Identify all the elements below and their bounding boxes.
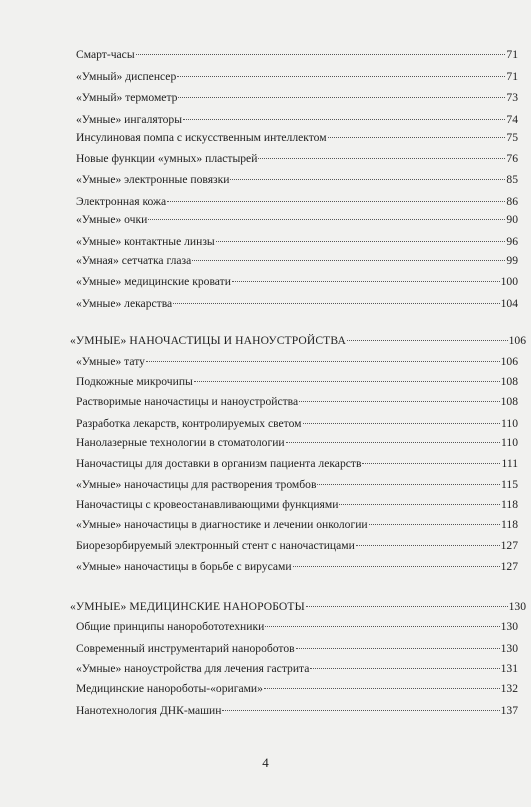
toc-entry xyxy=(76,704,518,718)
toc-entry-title: «Умные» медицинские кровати xyxy=(76,275,231,288)
toc-entry-page: 106 xyxy=(508,334,526,347)
toc-entry-title: «Умные» наночастицы в диагностике и лечении онкологии xyxy=(76,518,368,531)
toc-entry-page: 106 xyxy=(500,355,518,368)
toc-entry-page: 118 xyxy=(501,518,518,531)
toc-entry-title: Наночастицы для доставки в организм пациента лекарств xyxy=(76,457,362,470)
toc-entry-page: 115 xyxy=(501,478,518,491)
dot-leader xyxy=(303,423,501,424)
toc-entry-title: Нанолазерные технологии в стоматологии xyxy=(76,436,285,449)
dot-leader xyxy=(299,401,499,402)
toc-section-heading xyxy=(70,334,526,348)
toc-entry xyxy=(76,417,518,431)
toc-entry-page: 132 xyxy=(500,682,518,695)
dot-leader xyxy=(369,524,500,525)
dot-leader xyxy=(362,463,500,464)
dot-leader xyxy=(230,179,505,180)
toc-entry-page: 96 xyxy=(506,235,518,248)
toc-entry-page: 110 xyxy=(501,436,518,449)
dot-leader xyxy=(183,119,505,120)
toc-entry-title: «Умные» контактные линзы xyxy=(76,235,215,248)
dot-leader xyxy=(146,361,500,362)
toc-entry-title: Смарт-часы xyxy=(76,48,135,61)
toc-entry-page: 111 xyxy=(501,457,518,470)
toc-entry-title: «Умные» наночастицы для растворения тромбов xyxy=(76,478,317,491)
dot-leader xyxy=(222,710,499,711)
toc-entry-title: «Умные» лекарства xyxy=(76,297,173,310)
dot-leader xyxy=(296,648,500,649)
toc-entry xyxy=(76,113,518,127)
toc-entry xyxy=(76,235,518,249)
toc-entry xyxy=(76,457,518,471)
dot-leader xyxy=(265,626,499,627)
toc-entry-page: 73 xyxy=(506,91,518,104)
toc-entry-page: 127 xyxy=(500,560,518,573)
dot-leader xyxy=(306,606,508,607)
toc-entry xyxy=(76,195,518,209)
toc-entry-title: «Умная» сетчатка глаза xyxy=(76,254,192,267)
toc-entry xyxy=(76,620,518,634)
toc-entry xyxy=(76,682,518,696)
dot-leader xyxy=(356,545,500,546)
toc-entry-title: Новые функции «умных» пластырей xyxy=(76,152,258,165)
dot-leader xyxy=(293,566,500,567)
toc-entry xyxy=(76,478,518,492)
toc-entry-title: Общие принципы наноробототехники xyxy=(76,620,265,633)
toc-entry-page: 131 xyxy=(500,662,518,675)
toc-entry-page: 74 xyxy=(506,113,518,126)
toc-entry-page: 85 xyxy=(506,173,518,186)
toc-entry xyxy=(76,498,518,512)
dot-leader xyxy=(148,219,505,220)
toc-entry xyxy=(76,662,518,676)
toc-entry-page: 104 xyxy=(500,297,518,310)
dot-leader xyxy=(264,688,500,689)
toc-entry-title: Электронная кожа xyxy=(76,195,167,208)
dot-leader xyxy=(173,303,499,304)
toc-entry-title: Разработка лекарств, контролируемых светом xyxy=(76,417,302,430)
toc-entry-page: 130 xyxy=(500,620,518,633)
toc-entry-title: «Умные» наноустройства для лечения гастрита xyxy=(76,662,310,675)
toc-entry-page: 130 xyxy=(500,642,518,655)
toc-entry-page: 108 xyxy=(500,395,518,408)
toc-entry-title: Современный инструментарий нанороботов xyxy=(76,642,295,655)
dot-leader xyxy=(286,442,500,443)
toc-entry xyxy=(76,131,518,145)
toc-entry-title: «Умные» очки xyxy=(76,213,148,226)
dot-leader xyxy=(328,137,506,138)
toc-entry-title: Медицинские нанороботы-«оригами» xyxy=(76,682,263,695)
toc-entry-page: 90 xyxy=(506,213,518,226)
toc-entry-title: «УМНЫЕ» НАНОЧАСТИЦЫ И НАНОУСТРОЙСТВА xyxy=(70,334,346,347)
toc-entry xyxy=(76,539,518,553)
toc-entry-title: «Умные» электронные повязки xyxy=(76,173,230,186)
toc-entry xyxy=(76,560,518,574)
dot-leader xyxy=(258,158,505,159)
toc-entry-title: Инсулиновая помпа с искусственным интеллектом xyxy=(76,131,327,144)
toc-entry-page: 75 xyxy=(506,131,518,144)
dot-leader xyxy=(178,97,505,98)
dot-leader xyxy=(347,340,508,341)
toc-entry-page: 108 xyxy=(500,375,518,388)
toc-entry xyxy=(76,48,518,62)
toc-entry-title: «Умные» тату xyxy=(76,355,145,368)
toc-entry-title: «Умный» термометр xyxy=(76,91,178,104)
toc-entry xyxy=(76,642,518,656)
dot-leader xyxy=(310,668,499,669)
toc-entry-page: 71 xyxy=(506,48,518,61)
toc-entry xyxy=(76,70,518,84)
toc-entry xyxy=(76,395,518,409)
toc-entry xyxy=(76,297,518,311)
dot-leader xyxy=(177,76,505,77)
toc-entry-title: Наночастицы с кровеостанавливающими функциями xyxy=(76,498,339,511)
toc-entry xyxy=(76,173,518,187)
toc-entry-page: 76 xyxy=(506,152,518,165)
dot-leader xyxy=(194,381,500,382)
toc-entry-page: 99 xyxy=(506,254,518,267)
toc-entry-page: 118 xyxy=(501,498,518,511)
toc-entry xyxy=(76,254,518,268)
toc-entry-title: Подкожные микрочипы xyxy=(76,375,193,388)
toc-entry-page: 100 xyxy=(500,275,518,288)
dot-leader xyxy=(339,504,500,505)
toc-entry-title: Биорезорбируемый электронный стент с наночастицами xyxy=(76,539,355,552)
toc-entry xyxy=(76,91,518,105)
toc-entry xyxy=(76,436,518,450)
dot-leader xyxy=(136,54,506,55)
toc-entry-page: 137 xyxy=(500,704,518,717)
toc-entry xyxy=(76,152,518,166)
toc-entry-title: Нанотехнология ДНК-машин xyxy=(76,704,222,717)
toc-entry-page: 71 xyxy=(506,70,518,83)
dot-leader xyxy=(317,484,500,485)
toc-entry-title: «УМНЫЕ» МЕДИЦИНСКИЕ НАНОРОБОТЫ xyxy=(70,600,305,613)
toc-section-heading xyxy=(70,600,526,614)
toc-entry-page: 130 xyxy=(508,600,526,613)
toc-entry-page: 110 xyxy=(501,417,518,430)
toc-entry xyxy=(76,275,518,289)
toc-entry-title: «Умные» ингаляторы xyxy=(76,113,182,126)
toc-entry-title: «Умный» диспенсер xyxy=(76,70,177,83)
toc-entry xyxy=(76,355,518,369)
toc-entry-page: 86 xyxy=(506,195,518,208)
dot-leader xyxy=(216,241,506,242)
toc-entry-page: 127 xyxy=(500,539,518,552)
toc-entry xyxy=(76,375,518,389)
toc-entry-title: Растворимые наночастицы и наноустройства xyxy=(76,395,299,408)
toc-entry xyxy=(76,213,518,227)
toc-entry xyxy=(76,518,518,532)
dot-leader xyxy=(192,260,505,261)
page-number: 4 xyxy=(262,755,269,770)
dot-leader xyxy=(232,281,500,282)
toc-entry-title: «Умные» наночастицы в борьбе с вирусами xyxy=(76,560,292,573)
dot-leader xyxy=(167,201,505,202)
